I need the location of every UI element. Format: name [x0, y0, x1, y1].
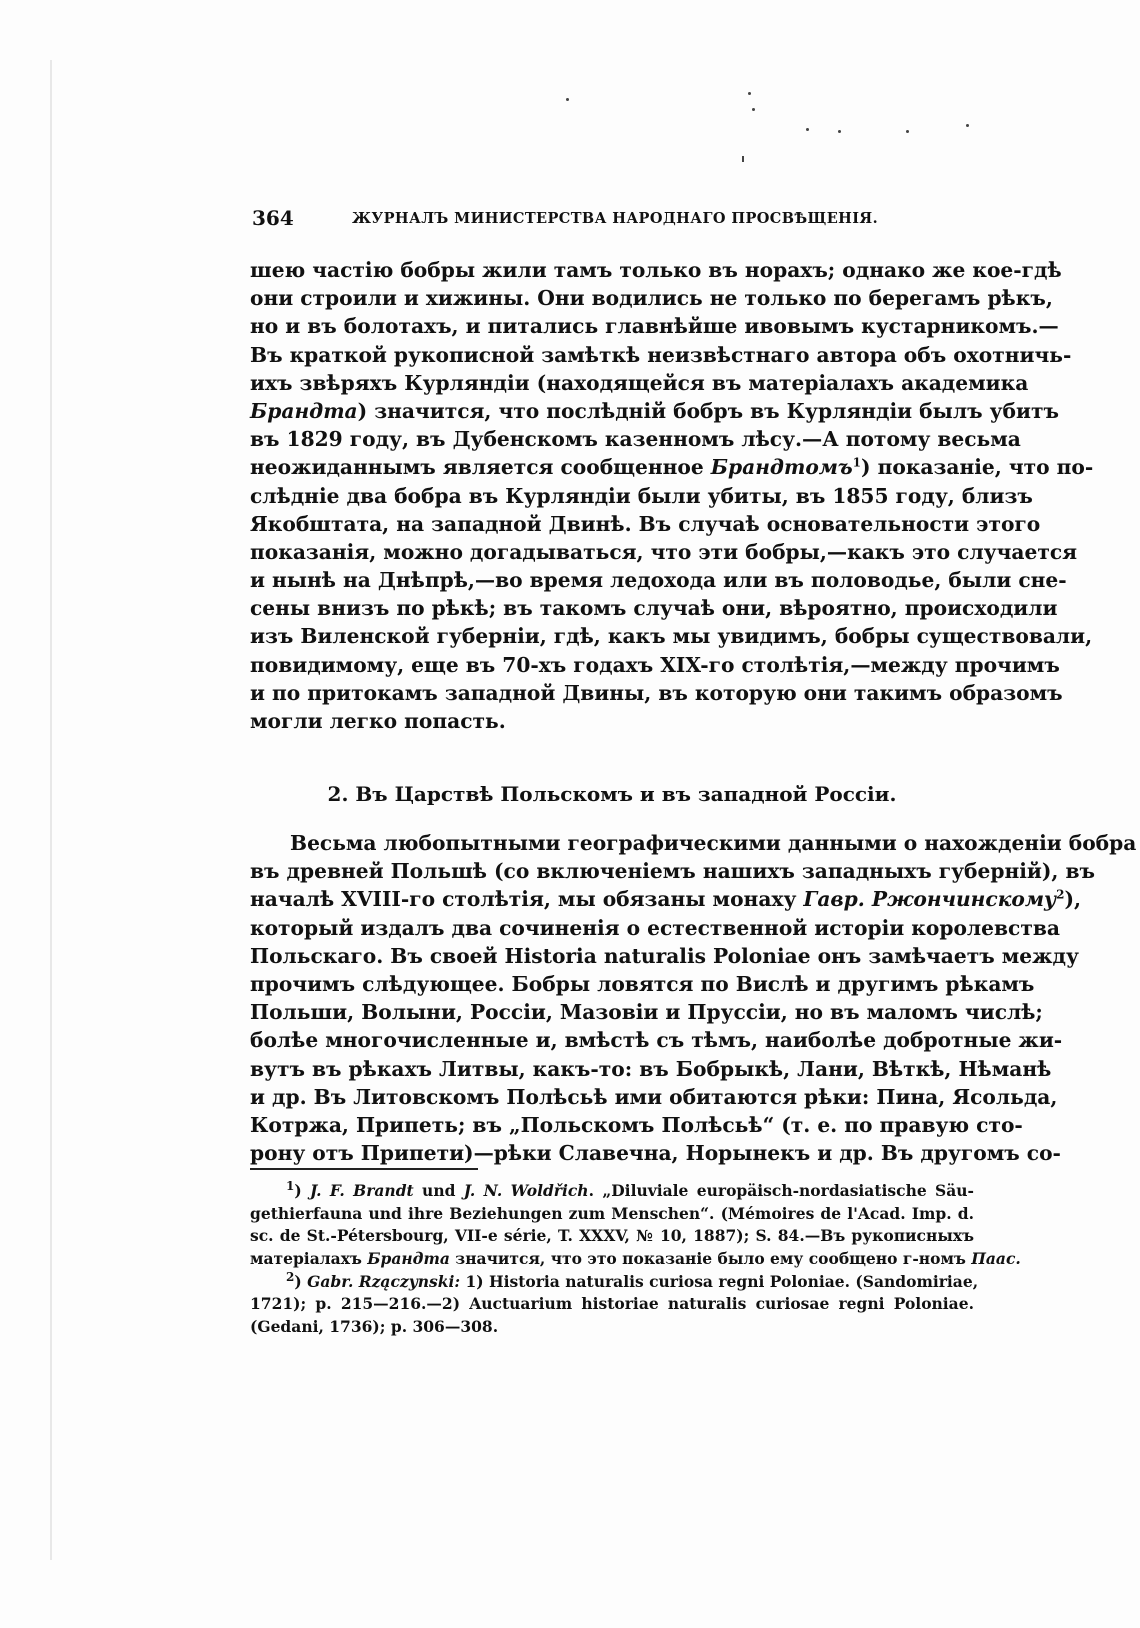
footnote-line: (Gedani, 1736); p. 306—308.: [250, 1317, 499, 1337]
footnote-marker: 1: [286, 1178, 295, 1193]
text-line: Весьма любопытными географическими данными о нахожденіи бобра: [290, 831, 1137, 855]
text-run: und: [413, 1181, 464, 1200]
page-header: [252, 206, 974, 236]
text-line: прочимъ слѣдующее. Бобры ловятся по Вислѣ и другимъ рѣкамъ: [250, 971, 1035, 996]
paragraph-1: [250, 256, 1094, 735]
text-line: Въ краткой рукописной замѣткѣ неизвѣстнаго автора объ охотничь-: [250, 342, 1072, 367]
footnote-author: J. N. Woldřich: [463, 1181, 589, 1200]
text-line: въ 1829 году, въ Дубенскомъ казенномъ лѣсу.—А потому весьма: [250, 427, 1021, 452]
text-line: сены внизъ по рѣкѣ; въ такомъ случаѣ они, вѣроятно, происходили: [250, 596, 1058, 621]
text-line: [250, 397, 1059, 425]
page-number: 364: [252, 206, 294, 230]
italic-name: Гавр. Ржончинскому: [803, 887, 1057, 912]
text-run: . „Diluviale europäisch-nordasiatische Säu-: [588, 1181, 974, 1200]
footnote-ref: 2: [1056, 887, 1065, 902]
text-run: началѣ XVIII-го столѣтія, мы обязаны монаху: [250, 887, 804, 912]
footnote-line: gethierfauna und ihre Beziehungen zum Menschen“. (Mémoires de l'Acad. Imp. d.: [250, 1203, 974, 1223]
text-line: показанія, можно догадываться, что эти бобры,—какъ это случается: [250, 539, 1078, 564]
footnote-divider: [250, 1168, 478, 1170]
text-line: Якобштата, на западной Двинѣ. Въ случаѣ основательности этого: [250, 511, 1041, 536]
footnote-line: $^2$) Gabr. Rzączynski: 1) Historia naturalis curiosa regni Poloniae. (Sandomiriae,: [286, 1269, 979, 1291]
running-head: ЖУРНАЛЪ МИНИСТЕРСТВА НАРОДНАГО ПРОСВѢЩЕНІЯ.: [352, 210, 879, 227]
text-line: Польскаго. Въ своей Historia naturalis Poloniae онъ замѣчаетъ между: [250, 943, 1079, 968]
text-run: значится, что это показаніе было ему сообщено г-номъ: [449, 1249, 972, 1269]
footnote-author: J. F. Brandt: [310, 1181, 414, 1200]
text-line: Польши, Волыни, Россіи, Мазовіи и Пруссіи, но въ маломъ числѣ;: [250, 1000, 1043, 1025]
page-edge-shadow: [50, 60, 52, 1560]
footnote-line: 1721); p. 215—216.—2) Auctuarium historiae naturalis curiosae regni Poloniae.: [250, 1294, 974, 1314]
text-line: слѣдніе два бобра въ Курляндіи были убиты, въ 1855 году, близъ: [250, 483, 1033, 508]
text-line: рону отъ Припети)—рѣки Славечна, Норынекъ и др. Въ другомъ со-: [250, 1141, 1061, 1166]
section-title: 2. Въ Царствѣ Польскомъ и въ западной Россіи.: [327, 782, 897, 806]
footnotes: [250, 1178, 1021, 1339]
italic-name: Брандтомъ: [710, 455, 853, 480]
text-line: повидимому, еще въ 70-хъ годахъ XIX-го столѣтія,—между прочимъ: [250, 652, 1060, 677]
text-line: вутъ въ рѣкахъ Литвы, какъ-то: въ Бобрыкѣ, Лани, Вѣткѣ, Нѣманѣ: [250, 1056, 1052, 1081]
text-line: шею частію бобры жили тамъ только въ норахъ; однако же кое-гдѣ: [250, 258, 1062, 282]
text-line: могли легко попасть.: [250, 709, 506, 733]
text-line: и нынѣ на Днѣпрѣ,—во время ледохода или въ половодье, были сне-: [250, 568, 1067, 593]
text-line: Котржа, Припеть; въ „Польскомъ Полѣсьѣ“ (т. е. по правую сто-: [250, 1112, 1023, 1137]
text-run: ),: [1064, 887, 1082, 912]
text-line: и по притокамъ западной Двины, въ которую они такимъ образомъ: [250, 680, 1063, 705]
paragraph-2: [250, 829, 1137, 1167]
footnote-line: sc. de St.-Pétersbourg, VII-e série, T. XXXV, № 10, 1887); S. 84.—Въ рукописныхъ: [250, 1226, 974, 1246]
text-line: изъ Виленской губерніи, гдѣ, какъ мы увидимъ, бобры существовали,: [250, 624, 1093, 649]
italic-name: Паас.: [971, 1249, 1021, 1269]
text-run: матеріалахъ: [250, 1249, 368, 1269]
text-line: и др. Въ Литовскомъ Полѣсьѣ ими обитаются рѣки: Пина, Ясольда,: [250, 1084, 1058, 1109]
italic-name: Брандта: [367, 1249, 450, 1269]
text-line: въ древней Польшѣ (со включеніемъ нашихъ западныхъ губерній), въ: [250, 859, 1095, 884]
text-line: [250, 885, 1082, 913]
text-run: 1) Historia naturalis curiosa regni Poloniae. (Sandomiriae,: [460, 1271, 979, 1291]
text-line: они строили и хижины. Они водились не только по берегамъ рѣкъ,: [250, 286, 1053, 311]
text-line: который издалъ два сочиненія о естественной исторіи королевства: [250, 915, 1060, 940]
text-line: [250, 453, 1094, 481]
footnote-ref: 1: [852, 455, 862, 470]
text-line: болѣе многочисленные и, вмѣстѣ съ тѣмъ, наиболѣе добротные жи-: [250, 1028, 1063, 1053]
footnote-line: $^1$) J. F. Brandt und J. N. Woldřich. „Diluviale europäisch-nordasiatische Säu-: [286, 1178, 974, 1200]
text-line: но и въ болотахъ, и питались главнѣйше ивовымъ кустарникомъ.—: [250, 314, 1059, 339]
footnote-line: [250, 1248, 1021, 1271]
text-run: ) показаніе, что по-: [861, 455, 1094, 480]
footnote-marker: 2: [286, 1269, 295, 1284]
text-line: ихъ звѣряхъ Курляндіи (находящейся въ матеріалахъ академика: [250, 370, 1029, 395]
footnote-author: Gabr. Rzączynski:: [307, 1271, 461, 1291]
italic-name: Брандта: [250, 398, 358, 423]
text-run: ) значится, что послѣдній бобръ въ Курляндіи былъ убитъ: [357, 398, 1059, 423]
text-run: неожиданнымъ является сообщенное: [250, 455, 711, 480]
